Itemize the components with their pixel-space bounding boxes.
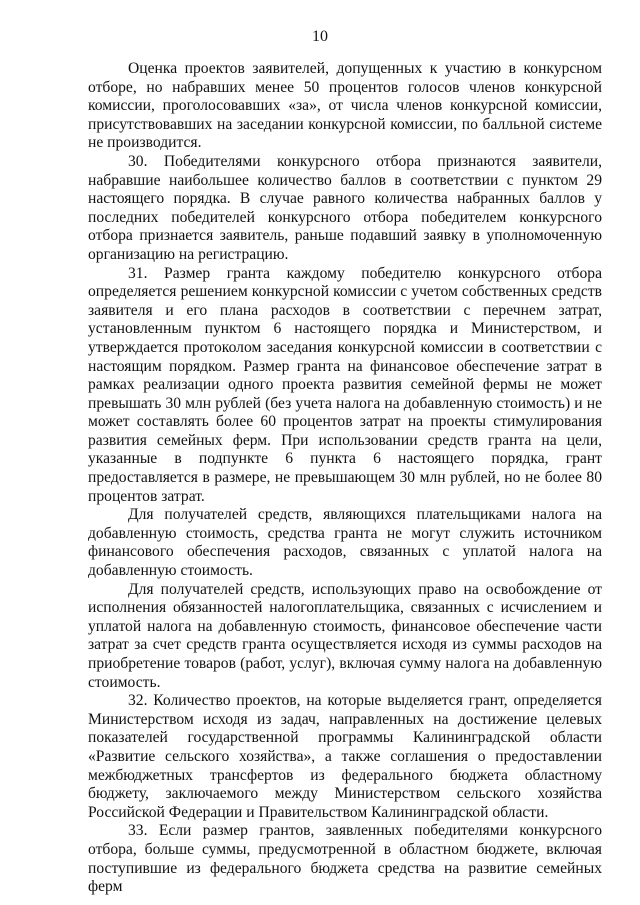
paragraph-item-31: 31. Размер гранта каждому победителю конкурсного отбора определяется решением конкурсной комиссии с учетом собственных средств заявителя и его плана расходов в соответствии с перечнем затрат, установленным пунктом 6 настоящего порядка и Министерством, и утверждается протоколом заседания конкурсной комиссии в соответствии с настоящим порядком. Размер гранта на финансовое обеспечение затрат в рамках реализации одного проекта развития семейной фермы не может превышать 30 млн рублей (без учета налога на добавленную стоимость) и не может составлять более 60 процентов затрат на проекты стимулирования развития семейных ферм. При использовании средств гранта на цели, указанные в подпункте 6 пункта 6 настоящего порядка, грант предоставляется в размере, не превышающем 30 млн рублей, но не более 80 процентов затрат. (88, 264, 602, 505)
paragraph-item-32: 32. Количество проектов, на которые выделяется грант, определяется Министерством исходя из задач, направленных на достижение целевых показателей государственной программы Калининградской области «Развитие сельского хозяйства», а также соглашения о предоставлении межбюджетных трансфертов из федерального бюджета областному бюджету, заключаемого между Министерством сельского хозяйства Российской Федерации и Правительством Калининградской области. (88, 692, 602, 821)
paragraph-item-30: 30. Победителями конкурсного отбора признаются заявители, набравшие наибольшее количество баллов в соответствии с пунктом 29 настоящего порядка. В случае равного количества набранных баллов у последних победителей конкурсного отбора победителем конкурсного отбора признается заявитель, раньше подавший заявку в уполномоченную организацию на регистрацию. (88, 152, 602, 263)
paragraph-item-33: 33. Если размер грантов, заявленных победителями конкурсного отбора, больше суммы, предусмотренной в областном бюджете, включая поступившие из федерального бюджета средства на развитие семейных ферм (88, 822, 602, 896)
document-body (88, 60, 602, 897)
paragraph-vat-exempt: Для получателей средств, использующих право на освобождение от исполнения обязанностей налогоплательщика, связанных с исчислением и уплатой налога на добавленную стоимость, финансовое обеспечение части затрат за счет средств гранта осуществляется исходя из суммы расходов на приобретение товаров (работ, услуг), включая сумму налога на добавленную стоимость. (88, 580, 602, 691)
paragraph-vat-payers: Для получателей средств, являющихся плательщиками налога на добавленную стоимость, средства гранта не могут служить источником финансового обеспечения расходов, связанных с уплатой налога на добавленную стоимость. (88, 506, 602, 580)
paragraph-evaluation-note: Оценка проектов заявителей, допущенных к участию в конкурсном отборе, но набравших менее 50 процентов голосов членов конкурсной комиссии, проголосовавших «за», от числа членов конкурсной комиссии, присутствовавших на заседании конкурсной комиссии, по балльной системе не производится. (88, 60, 602, 152)
page-number: 10 (312, 28, 328, 45)
